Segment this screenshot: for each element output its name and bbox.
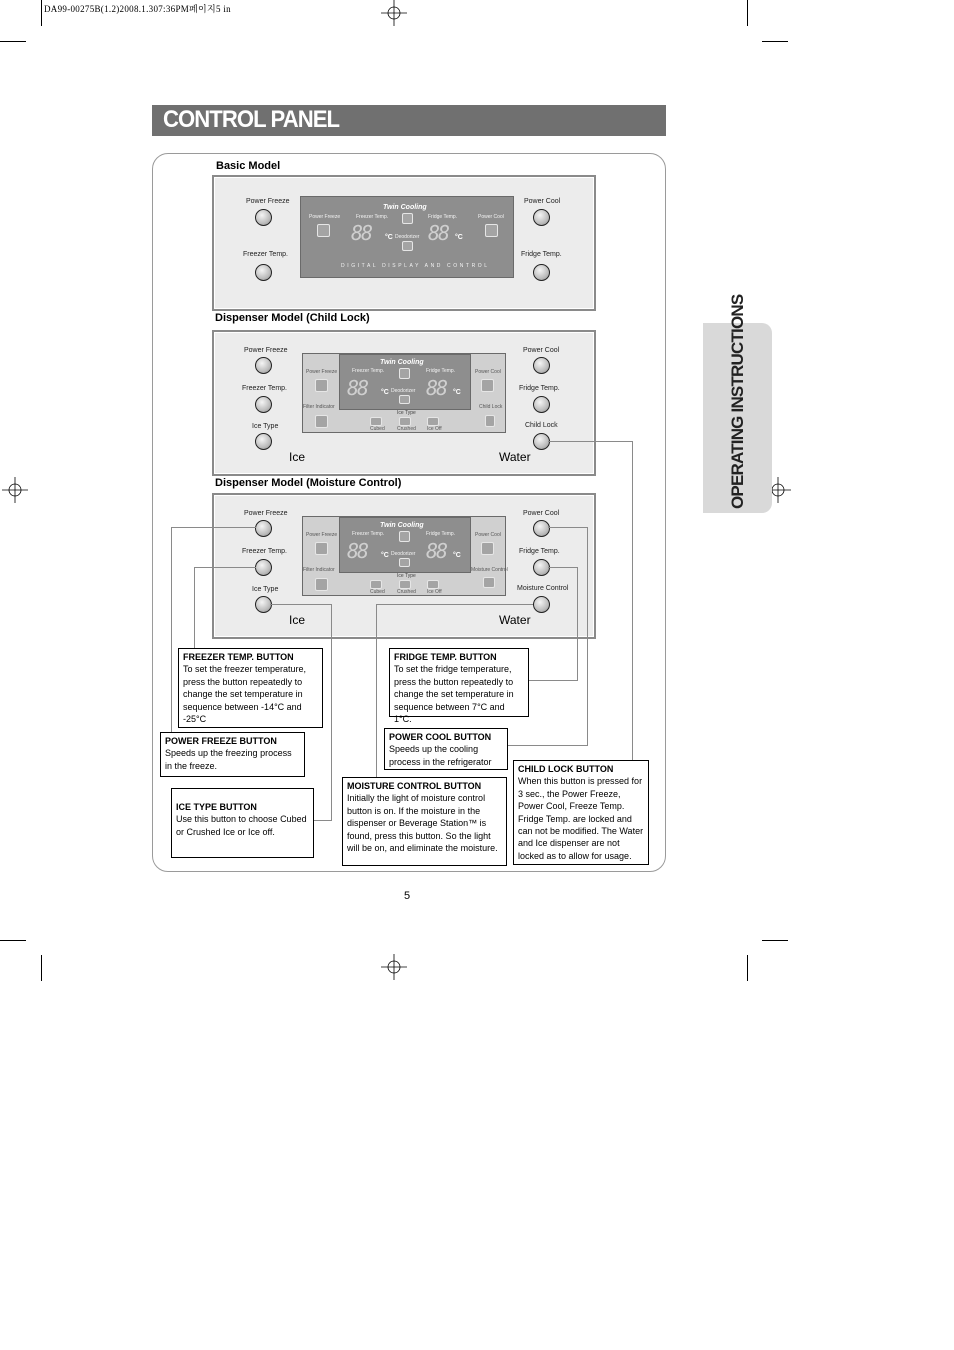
twin-cooling-label: Twin Cooling [383, 204, 427, 211]
mc-freezer-temp-label: Freezer Temp. [242, 548, 287, 555]
cl-power-freeze-label: Power Freeze [244, 347, 288, 354]
mc-power-freeze-label: Power Freeze [244, 510, 288, 517]
crop-mark [0, 940, 26, 941]
power-cool-callout [384, 728, 508, 770]
callout-body: Initially the light of moisture control button is on. If the moisture in the dispenser or Beverage Station™ is found, press this button. So the light will be on, and eliminate the moisture. [347, 793, 498, 854]
leader-line [194, 567, 256, 568]
ice-off-label: Ice Off [427, 426, 442, 432]
cl-water-label: Water [499, 450, 531, 464]
display-fridge-temp-label: Fridge Temp. [426, 368, 456, 374]
freezer-temp-unit: °C [381, 552, 389, 559]
callout-title: POWER COOL BUTTON [389, 732, 492, 742]
basic-power-freeze-button[interactable] [255, 209, 272, 226]
registration-mark-icon [381, 0, 407, 26]
display-power-freeze-label: Power Freeze [309, 214, 341, 220]
leader-line [587, 527, 588, 746]
display-power-cool-label: Power Cool [478, 214, 504, 220]
callout-title: POWER FREEZE BUTTON [165, 736, 277, 746]
power-cool-icon [481, 379, 494, 392]
mc-ice-label: Ice [289, 613, 306, 627]
fridge-temp-digits: 88 [426, 539, 447, 563]
cl-fridge-temp-label: Fridge Temp. [519, 385, 560, 392]
ice-off-label: Ice Off [427, 589, 442, 595]
crushed-label: Crushed [397, 426, 416, 432]
ice-type-callout [171, 788, 314, 858]
twin-cooling-label: Twin Cooling [380, 522, 424, 529]
freezer-temp-unit: °C [381, 389, 389, 396]
freezer-temp-unit: °C [385, 234, 393, 241]
basic-freezer-temp-label: Freezer Temp. [243, 251, 288, 258]
callout-title: CHILD LOCK BUTTON [518, 764, 614, 774]
freezer-temp-digits: 88 [351, 221, 372, 245]
cl-ice-type-button[interactable] [255, 433, 272, 450]
snowflake-icon [315, 542, 328, 555]
moisture-icon [483, 577, 495, 588]
basic-power-cool-button[interactable] [533, 209, 550, 226]
cl-power-cool-button[interactable] [533, 357, 550, 374]
fridge-temp-digits: 88 [426, 376, 447, 400]
cubed-label: Cubed [370, 426, 385, 432]
callout-title: FREEZER TEMP. BUTTON [183, 652, 294, 662]
filter-icon [315, 578, 328, 591]
display-fridge-temp-label: Fridge Temp. [426, 531, 456, 537]
display-freezer-temp-label: Freezer Temp. [352, 531, 385, 537]
freezer-temp-digits: 88 [347, 539, 368, 563]
mc-freezer-temp-button[interactable] [255, 559, 272, 576]
twin-cooling-icon [399, 368, 410, 379]
cl-fridge-temp-button[interactable] [533, 396, 550, 413]
display-power-freeze-label: Power Freeze [306, 369, 338, 375]
filter-icon [315, 415, 328, 428]
cubed-ice-icon [370, 417, 382, 426]
leader-line [313, 820, 332, 821]
display-power-cool-label: Power Cool [475, 532, 501, 538]
filter-indicator-label: Filter Indicator [303, 404, 335, 410]
print-header-code: DA99-00275B(1.2)2008.1.307:36PM페이지5 in [44, 4, 231, 14]
deodorizer-icon [402, 241, 413, 251]
callout-title: FRIDGE TEMP. BUTTON [394, 652, 497, 662]
leader-line [507, 745, 588, 746]
cl-power-freeze-button[interactable] [255, 357, 272, 374]
display-freezer-temp-label: Freezer Temp. [356, 214, 389, 220]
cl-ice-type-label: Ice Type [252, 423, 279, 430]
cubed-label: Cubed [370, 589, 385, 595]
crop-mark [747, 0, 748, 26]
twin-cooling-icon [402, 213, 413, 224]
page-number: 5 [404, 890, 411, 902]
leader-line [632, 441, 633, 761]
fridge-temp-digits: 88 [428, 221, 449, 245]
page-title-bar [152, 105, 666, 136]
crop-mark [747, 955, 748, 981]
ice-type-display-label: Ice Type [397, 410, 416, 416]
leader-line [270, 604, 332, 605]
leader-line [548, 567, 578, 568]
cl-child-lock-label: Child Lock [525, 422, 558, 429]
leader-line [548, 527, 588, 528]
basic-model-label: Basic Model [216, 160, 281, 172]
mc-power-cool-button[interactable] [533, 520, 550, 537]
registration-mark-icon [381, 954, 407, 980]
callout-title: MOISTURE CONTROL BUTTON [347, 781, 482, 791]
crop-mark [0, 41, 26, 42]
crop-mark [762, 41, 788, 42]
moisture-control-callout [342, 777, 507, 866]
moisture-model-label: Dispenser Model (Moisture Control) [215, 477, 402, 489]
mc-fridge-temp-label: Fridge Temp. [519, 548, 560, 555]
ice-type-display-label: Ice Type [397, 573, 416, 579]
display-power-cool-label: Power Cool [475, 369, 501, 375]
freezer-temp-digits: 88 [347, 376, 368, 400]
fridge-temp-unit: °C [455, 234, 463, 241]
callout-title: ICE TYPE BUTTON [176, 802, 257, 812]
child-lock-display-label: Child Lock [479, 404, 503, 410]
crushed-label: Crushed [397, 589, 416, 595]
callout-body: When this button is pressed for 3 sec., the Power Freeze, Power Cool, Freeze Temp. Fridge Temp. are locked and can not be modified. The Water and Ice dispenser are not locked as to allow for usage. [518, 776, 644, 861]
mc-ice-type-label: Ice Type [252, 586, 279, 593]
snowflake-icon [317, 224, 330, 237]
display-freezer-temp-label: Freezer Temp. [352, 368, 385, 374]
display-caption: DIGITAL DISPLAY AND CONTROL [341, 263, 490, 269]
mc-power-freeze-button[interactable] [255, 520, 272, 537]
crop-mark [762, 940, 788, 941]
callout-body: To set the freezer temperature, press the button repeatedly to change the set temperature in sequence between -14°C and -25°C [183, 664, 307, 725]
ice-off-icon [427, 417, 439, 426]
registration-mark-icon [2, 477, 28, 503]
child-lock-model-label: Dispenser Model (Child Lock) [215, 312, 370, 324]
crushed-ice-icon [399, 580, 411, 589]
display-power-freeze-label: Power Freeze [306, 532, 338, 538]
leader-line [171, 527, 256, 528]
cl-power-cool-label: Power Cool [523, 347, 560, 354]
power-cool-icon [481, 542, 494, 555]
moisture-control-display-label: Moisture Control [471, 567, 508, 573]
mc-power-cool-label: Power Cool [523, 510, 560, 517]
fridge-temp-callout [389, 648, 529, 725]
display-fridge-temp-label: Fridge Temp. [428, 214, 458, 220]
mc-digital-display [302, 516, 506, 596]
crushed-ice-icon [399, 417, 411, 426]
power-cool-icon [485, 224, 498, 237]
leader-line [376, 604, 533, 605]
lock-icon [485, 415, 495, 427]
deodorizer-label: Deodorizer [391, 388, 416, 394]
deodorizer-label: Deodorizer [391, 551, 416, 557]
basic-power-cool-label: Power Cool [524, 198, 561, 205]
basic-digital-display [300, 196, 514, 278]
crop-mark [41, 0, 42, 26]
leader-line [376, 604, 377, 777]
twin-cooling-icon [399, 531, 410, 542]
callout-body: Speeds up the freezing process in the freeze. [165, 748, 292, 771]
crop-mark [41, 955, 42, 981]
deodorizer-icon [399, 558, 410, 567]
ice-off-icon [427, 580, 439, 589]
callout-body: Use this button to choose Cubed or Crushed Ice or Ice off. [176, 814, 307, 837]
freezer-temp-callout [178, 648, 323, 728]
basic-fridge-temp-button[interactable] [533, 264, 550, 281]
mc-moisture-control-label: Moisture Control [517, 585, 569, 592]
fridge-temp-unit: °C [453, 389, 461, 396]
basic-fridge-temp-label: Fridge Temp. [521, 251, 562, 258]
leader-line [577, 567, 578, 681]
cl-digital-display [302, 353, 506, 433]
mc-water-label: Water [499, 613, 531, 627]
child-lock-callout [513, 760, 649, 865]
leader-line [171, 527, 172, 733]
filter-indicator-label: Filter Indicator [303, 567, 335, 573]
cubed-ice-icon [370, 580, 382, 589]
cl-freezer-temp-button[interactable] [255, 396, 272, 413]
deodorizer-icon [399, 395, 410, 404]
mc-moisture-control-button[interactable] [533, 596, 550, 613]
deodorizer-label: Deodorizer [395, 234, 420, 240]
section-side-tab-label: OPERATING INSTRUCTIONS [728, 294, 747, 509]
callout-body: To set the fridge temperature, press the button repeatedly to change the set temperature in sequence between 7°C and 1°C. [394, 664, 514, 725]
leader-line [331, 604, 332, 821]
page-title: CONTROL PANEL [163, 106, 340, 133]
basic-power-freeze-label: Power Freeze [246, 198, 290, 205]
cl-freezer-temp-label: Freezer Temp. [242, 385, 287, 392]
cl-ice-label: Ice [289, 450, 306, 464]
power-freeze-callout [160, 732, 305, 777]
fridge-temp-unit: °C [453, 552, 461, 559]
leader-line [528, 680, 578, 681]
basic-freezer-temp-button[interactable] [255, 264, 272, 281]
snowflake-icon [315, 379, 328, 392]
leader-line [548, 441, 633, 442]
section-side-tab [703, 294, 772, 513]
callout-body: Speeds up the cooling process in the refrigerator [389, 744, 492, 767]
leader-line [194, 567, 195, 649]
twin-cooling-label: Twin Cooling [380, 359, 424, 366]
